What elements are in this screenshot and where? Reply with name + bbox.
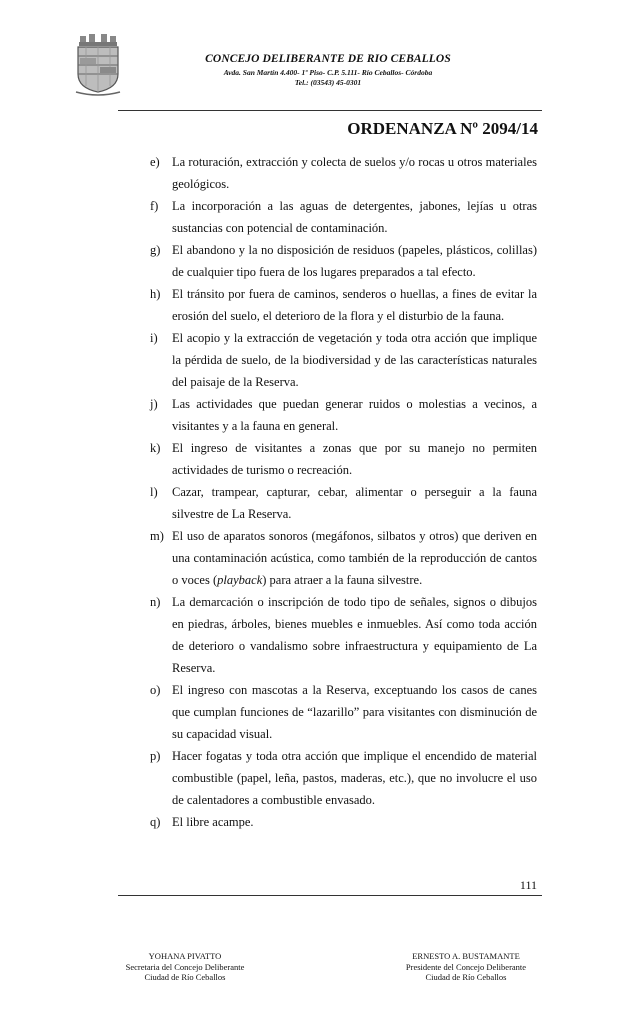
item-text: Cazar, trampear, capturar, cebar, alimentar o perseguir a la fauna silvestre de La Reserva. bbox=[172, 485, 537, 521]
list-item bbox=[150, 393, 537, 437]
item-text: El ingreso con mascotas a la Reserva, exceptuando los casos de canes que cumplan funciones de “lazarillo” para visitantes con disminución de su capacidad visual. bbox=[172, 683, 537, 741]
prohibitions-list bbox=[150, 151, 537, 833]
signatory-role: Secretaria del Concejo Deliberante bbox=[125, 961, 245, 972]
list-item bbox=[150, 811, 537, 833]
item-label: p) bbox=[150, 749, 161, 763]
item-text bbox=[172, 525, 537, 591]
list-item bbox=[150, 239, 537, 283]
item-label: h) bbox=[150, 287, 161, 301]
item-text: El abandono y la no disposición de residuos (papeles, plásticos, colillas) de cualquier tipo fuera de los lugares preparados a tal efecto. bbox=[172, 243, 537, 279]
list-item bbox=[150, 591, 537, 679]
item-text: El acopio y la extracción de vegetación y toda otra acción que implique la pérdida de suelo, de la biodiversidad y de las características naturales del paisaje de la Reserva. bbox=[172, 331, 537, 389]
municipal-crest-icon bbox=[74, 34, 122, 98]
list-item bbox=[150, 283, 537, 327]
item-text: El ingreso de visitantes a zonas que por su manejo no permiten actividades de turismo o recreación. bbox=[172, 441, 537, 477]
list-item bbox=[150, 745, 537, 811]
item-label: j) bbox=[150, 397, 158, 411]
item-label: q) bbox=[150, 815, 161, 829]
item-label: g) bbox=[150, 243, 161, 257]
council-name: CONCEJO DELIBERANTE DE RIO CEBALLOS bbox=[205, 53, 451, 65]
council-phone: Tel.: (03543) 45-0301 bbox=[294, 78, 362, 87]
list-item bbox=[150, 151, 537, 195]
signatory-name: YOHANA PIVATTO bbox=[148, 951, 222, 961]
item-label: m) bbox=[150, 529, 164, 543]
page-number: 111 bbox=[519, 878, 537, 892]
item-text-italic: playback bbox=[217, 573, 263, 587]
signatory-place: Ciudad de Río Ceballos bbox=[425, 972, 507, 982]
council-address: Avda. San Martín 4.400- 1º Piso- C.P. 5.111- Río Ceballos- Córdoba bbox=[223, 68, 433, 77]
signature-block-president bbox=[376, 951, 556, 983]
item-label: o) bbox=[150, 683, 161, 697]
item-label: f) bbox=[150, 199, 159, 213]
footer-divider bbox=[118, 895, 542, 896]
item-text-part: El uso de aparatos sonoros (megáfonos, silbatos y otros) que deriven en una contaminación acústica, como también de la reproducción de cantos o voces ( bbox=[172, 529, 537, 587]
signatory-name: ERNESTO A. BUSTAMANTE bbox=[412, 951, 520, 961]
list-item bbox=[150, 481, 537, 525]
item-text: Las actividades que puedan generar ruidos o molestias a vecinos, a visitantes y a la fauna en general. bbox=[172, 397, 537, 433]
item-text: El tránsito por fuera de caminos, senderos o huellas, a fines de evitar la erosión del suelo, el deterioro de la flora y el disturbio de la fauna. bbox=[172, 287, 537, 323]
item-text-part: ) para atraer a la fauna silvestre. bbox=[262, 573, 423, 587]
item-text: La demarcación o inscripción de todo tipo de señales, signos o dibujos en piedras, árboles, bienes muebles e inmuebles. Así como toda acción de deterioro o vandalismo sobre infraestructura y equipamiento de La Reserva. bbox=[172, 595, 537, 675]
item-text: La roturación, extracción y colecta de suelos y/o rocas u otros materiales geológicos. bbox=[172, 155, 537, 191]
signatory-role: Presidente del Concejo Deliberante bbox=[405, 961, 527, 972]
item-label: i) bbox=[150, 331, 158, 345]
signature-block-secretary bbox=[95, 951, 275, 983]
item-text: La incorporación a las aguas de detergentes, jabones, lejías u otras sustancias con potencial de contaminación. bbox=[172, 199, 537, 235]
list-item bbox=[150, 525, 537, 591]
signatory-place: Ciudad de Río Ceballos bbox=[144, 972, 226, 982]
list-item bbox=[150, 195, 537, 239]
item-text: Hacer fogatas y toda otra acción que implique el encendido de material combustible (papel, leña, pastos, maderas, etc.), que no involucre el uso de calentadores a combustible envasado. bbox=[172, 749, 537, 807]
ordinance-title: ORDENANZA Nº 2094/14 bbox=[347, 119, 538, 138]
list-item bbox=[150, 327, 537, 393]
header-divider bbox=[118, 110, 542, 111]
item-label: k) bbox=[150, 441, 161, 455]
item-label: l) bbox=[150, 485, 158, 499]
item-label: e) bbox=[150, 155, 160, 169]
item-text: El libre acampe. bbox=[172, 815, 254, 829]
item-label: n) bbox=[150, 595, 161, 609]
list-item bbox=[150, 679, 537, 745]
list-item bbox=[150, 437, 537, 481]
